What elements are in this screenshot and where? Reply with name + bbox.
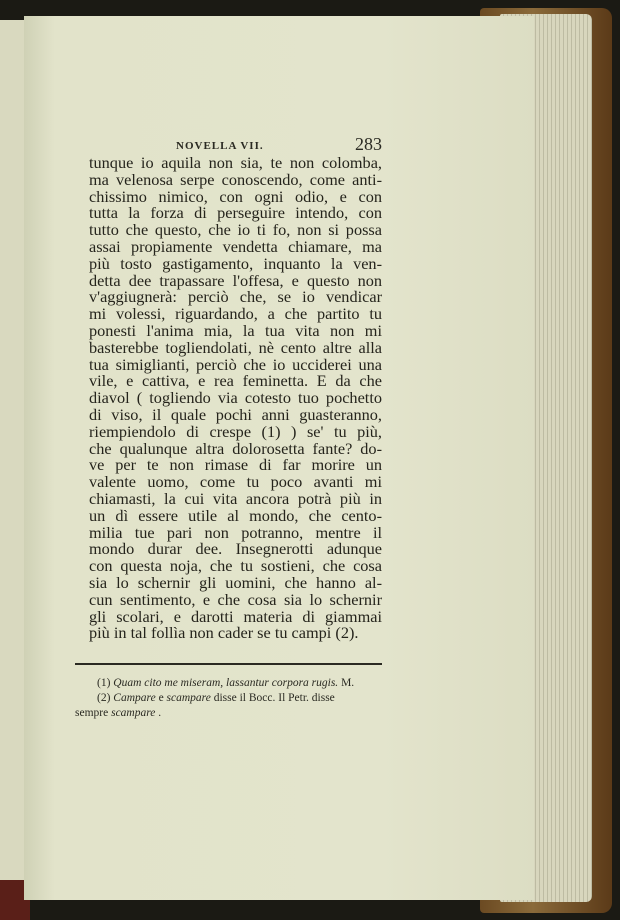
footnote-1-tail: M.: [338, 677, 355, 689]
text-line: valente uomo, come tu poco avanti mi: [89, 472, 382, 492]
text-line: assai propiamente vendetta chiamare, ma: [89, 236, 382, 256]
footnote-2-term-c: scampare: [111, 707, 156, 719]
text-line: sia lo schernir gli uomini, che hanno al-: [89, 572, 382, 592]
footnote-1-quote: Quam cito me miseram, lassantur corpora rugis.: [113, 677, 339, 689]
text-line: mi volessi, riguardando, a che partito tu: [89, 304, 382, 324]
footnote-2-text-c: sempre: [75, 707, 112, 719]
body-text: [89, 155, 382, 642]
text-line: più in tal follìa non cader se tu campi (2).: [89, 623, 359, 643]
footnote-2-text-a: e: [155, 692, 167, 704]
text-line: tutta la forza di perseguire intendo, con: [89, 203, 382, 223]
footnote-2-cont: [75, 706, 382, 721]
text-line: vile, e cattiva, e rea feminetta. E da che: [89, 371, 382, 391]
text-line: più tosto gastigamento, inquanto la ven-: [89, 253, 382, 273]
text-line: v'aggiugnerà: perciò che, se io vendicar: [89, 287, 382, 307]
text-line: ve per te non rimase di far morire un: [89, 455, 382, 475]
running-title: NOVELLA VII.: [176, 140, 264, 152]
footnote-rule: [75, 663, 382, 665]
footnote-2-term-b: scampare: [166, 692, 211, 704]
footnote-2-mark: (2): [97, 692, 111, 704]
footnotes: [75, 676, 382, 721]
text-line: ponesti l'anima mia, la tua vita non mi: [89, 320, 382, 340]
text-line: tunque io aquila non sia, te non colomba,: [89, 153, 382, 172]
text-line: mondo durar dee. Insegnerotti adunque: [89, 539, 382, 559]
footnote-1: [75, 676, 382, 691]
text-line: tutto che questo, che io ti fo, non si possa: [89, 220, 382, 240]
text-line: milia tue pari non potranno, mentre il: [89, 522, 382, 542]
text-line: diavol ( togliendo via cotesto tuo pochetto: [89, 388, 382, 408]
footnote-1-mark: (1): [97, 677, 111, 689]
text-line: basterebbe togliendolati, nè cento altre alla: [89, 337, 382, 357]
footnote-2: [75, 691, 382, 706]
text-line: detta dee trapassare l'offesa, e questo non: [89, 270, 382, 290]
text-line: chissimo nimico, con ogni odio, e con: [89, 186, 382, 206]
text-line: gli scolari, e darotti materia di giammai: [89, 606, 382, 626]
text-line: riempiendolo di crespe (1) ) se' tu più,: [89, 421, 382, 441]
text-line: che qualunque altra dolorosetta fante? do-: [89, 438, 382, 458]
text-line: cun sentimento, e che cosa sia lo schernir: [89, 589, 382, 609]
text-line: un dì essere utile al mondo, che cento-: [89, 505, 382, 525]
text-line: di viso, il quale pochi anni guasteranno,: [89, 404, 382, 424]
text-line: tua simiglianti, perciò che io ucciderei una: [89, 354, 382, 374]
footnote-2-text-b: disse il Bocc. Il Petr. disse: [210, 692, 335, 704]
footnote-2-term-a: Campare: [113, 692, 156, 704]
left-page-edge: [0, 20, 25, 892]
text-line: ma velenosa serpe conoscendo, come anti-: [89, 169, 382, 189]
page-number: 283: [355, 134, 382, 154]
text-line: con questa noja, che tu sostieni, che cosa: [89, 556, 382, 576]
footnote-2-end: .: [155, 707, 162, 719]
text-line: chiamasti, la cui vita ancora potrà più in: [89, 488, 382, 508]
